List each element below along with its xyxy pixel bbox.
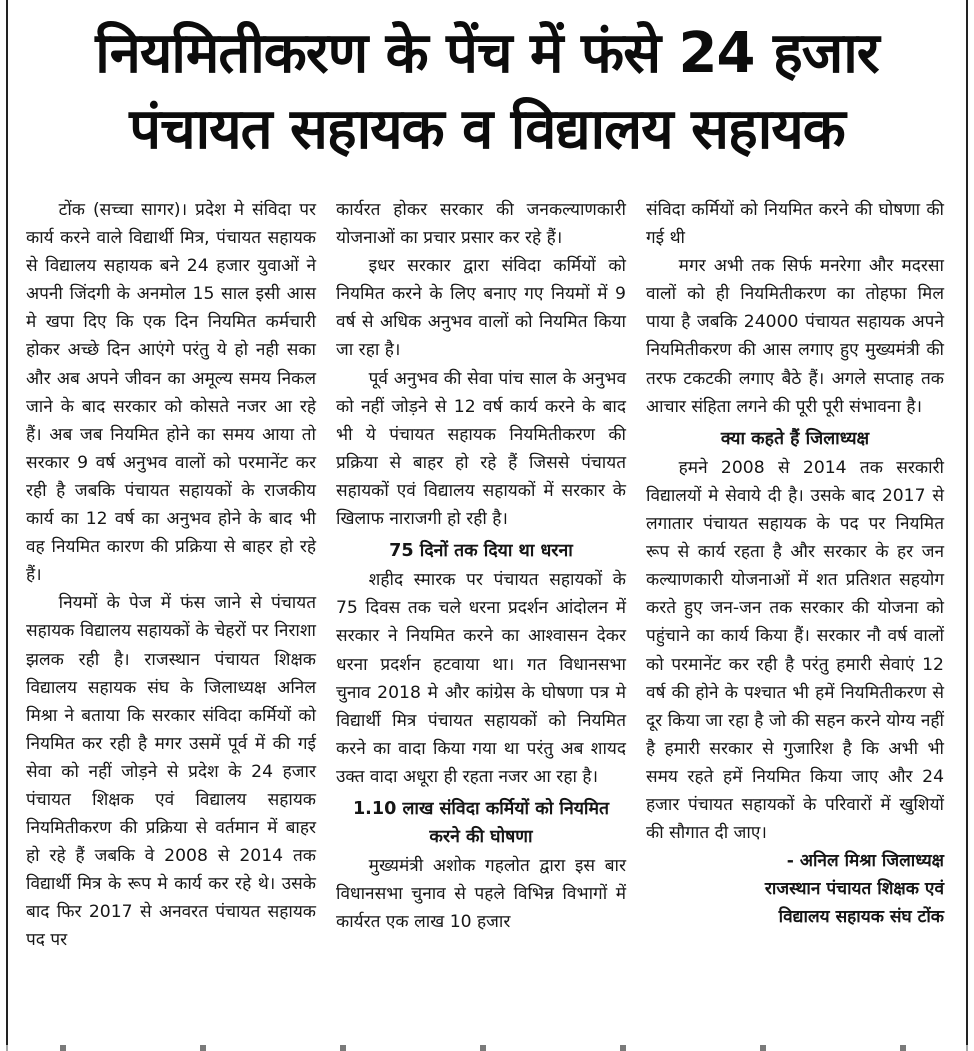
subheading-dharna: 75 दिनों तक दिया था धरना bbox=[389, 541, 573, 562]
paragraph: इधर सरकार द्वारा संविदा कर्मियों को नियमित करने के लिए बनाए गए नियमों में 9 वर्ष से अधिक अनुभव वालों को नियमित किया जा रहा है। bbox=[336, 256, 626, 361]
paragraph: मुख्यमंत्री अशोक गहलोत द्वारा इस बार विधानसभा चुनाव से पहले विभिन्न विभागों में कार्यरत एक लाख 10 हजार bbox=[336, 856, 626, 933]
paragraph: मगर अभी तक सिर्फ मनरेगा और मदरसा वालों को ही नियमितीकरण का तोहफा मिल पाया है जबकि 24000 पंचायत सहायक अपने नियमितीकरण की आस लगाए हुए मुख्यमंत्री की तरफ टकटकी लगाए बैठे हैं। अगले सप्ताह तक आचार संहिता लगने की पूरी पूरी संभावना है। bbox=[646, 256, 944, 417]
article-column-3 bbox=[646, 196, 944, 931]
cut-off-next-article-edge bbox=[0, 1045, 974, 1051]
paragraph: शहीद स्मारक पर पंचायत सहायकों के 75 दिवस तक चले धरना प्रदर्शन आंदोलन में सरकार ने नियमित करने का आश्वासन देकर धरना प्रदर्शन हटवाया था। गत विधानसभा चुनाव 2018 मे और कांग्रेस के घोषणा पत्र मे विद्यार्थी मित्र पंचायत सहायकों को नियमित करने का वादा किया गया था परंतु अब शायद उक्त वादा अधूरा ही रहता नजर आ रहा है। bbox=[336, 570, 626, 787]
paragraph: संविदा कर्मियों को नियमित करने की घोषणा की गई थी bbox=[646, 200, 944, 249]
paragraph: टोंक (सच्चा सागर)। प्रदेश मे संविदा पर कार्य करने वाले विद्यार्थी मित्र, पंचायत सहायक से विद्यालय सहायक बने 24 हजार युवाओं ने अपनी जिंदगी के अनमोल 15 साल इसी आस मे खपा दिए कि एक दिन नियमित कर्मचारी होकर अच्छे दिन आएंगे परंतु ये हो नही सका और अब अपने जीवन का अमूल्य समय निकल जाने के बाद सरकार को कोसते नजर आ रहे हैं। अब जब नियमित होने का समय आया तो सरकार 9 वर्ष अनुभव वालों को परमानेंट कर रही है जबकि पंचायत सहायकों के राजकीय कार्य का 12 वर्ष का अनुभव होने के बाद भी वह नियमित कारण की प्रक्रिया से बाहर हो रहे हैं। bbox=[26, 200, 316, 586]
subheading-announcement: 1.10 लाख संविदा कर्मियों को नियमित करने की घोषणा bbox=[352, 798, 610, 848]
signature-org-line-2: विद्यालय सहायक संघ टोंक bbox=[778, 907, 944, 928]
article-column-2 bbox=[336, 196, 626, 936]
headline-line-1: नियमितीकरण के पेंच में फंसे 24 हजार bbox=[95, 21, 879, 86]
paragraph: पूर्व अनुभव की सेवा पांच साल के अनुभव को नहीं जोड़ने से 12 वर्ष कार्य करने के बाद भी ये पंचायत सहायक नियमितीकरण की प्रक्रिया से बाहर हो रहे हैं जिससे पंचायत सहायकों एवं विद्यालय सहायकों में सरकार के खिलाफ नाराजगी हो रही है। bbox=[336, 368, 626, 530]
signature-org-line-1: राजस्थान पंचायत शिक्षक एवं bbox=[764, 879, 944, 900]
subheading-district-president: क्या कहते हैं जिलाध्यक्ष bbox=[720, 428, 870, 449]
paragraph: नियमों के पेज में फंस जाने से पंचायत सहायक विद्यालय सहायकों के चेहरों पर निराशा झलक रही है। राजस्थान पंचायत शिक्षक विद्यालय सहायक संघ के जिलाध्यक्ष अनिल मिश्रा ने बताया कि सरकार संविदा कर्मियों को नियमित कर रही है मगर उसमें पूर्व में की गई सेवा को नहीं जोड़ने से प्रदेश के 24 हजार पंचायत शिक्षक एवं विद्यालय सहायक नियमितीकरण की प्रक्रिया से वर्तमान में बाहर हो रहे हैं जबकि वे 2008 से 2014 तक विद्यार्थी मित्र के रूप मे कार्य कर रहे थे। उसके बाद फिर 2017 से अनवरत पंचायत सहायक पद पर bbox=[26, 593, 316, 951]
paragraph: कार्यरत होकर सरकार की जनकल्याणकारी योजनाओं का प्रचार प्रसार कर रहे हैं। bbox=[336, 200, 626, 249]
headline bbox=[10, 16, 964, 168]
article-column-1 bbox=[26, 196, 316, 955]
headline-line-2: पंचायत सहायक व विद्यालय सहायक bbox=[129, 97, 845, 162]
paragraph: हमने 2008 से 2014 तक सरकारी विद्यालयों मे सेवाये दी है। उसके बाद 2017 से लगातार पंचायत सहायक के पद पर नियमित रूप से कार्य रहता है और सरकार के हर जन कल्याणकारी योजनाओं में शत प्रतिशत सहयोग करते हुए जन-जन तक सरकार की योजना को पहुंचाने का कार्य किया हैं। सरकार नौ वर्ष वालों को परमानेंट कर रही है परंतु हमारी सेवाएं 12 वर्ष की होने के पश्चात भी हमें नियमितीकरण से दूर किया जा रहा है जो की सहन करने योग्य नहीं है हमारी सरकार से गुजारिश है कि अभी भी समय रहते हमें नियमित किया जाए और 24 हजार पंचायत सहायकों के परिवारों में खुशियों की सौगात दी जाए। bbox=[646, 457, 944, 844]
signature-name: - अनिल मिश्रा जिलाध्यक्ष bbox=[786, 851, 944, 872]
